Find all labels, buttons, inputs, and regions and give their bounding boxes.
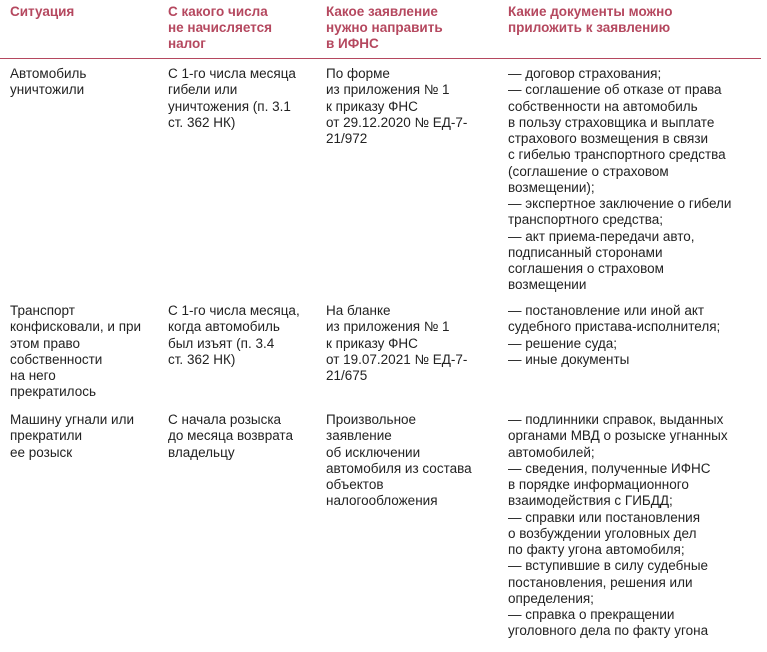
header-line: налог [168, 36, 206, 51]
cell-line: с гибелью транспортного средства [508, 147, 726, 163]
row1-situation [10, 66, 86, 99]
cell-line: — иные документы [508, 351, 630, 367]
cell-line: Машину угнали или [10, 412, 134, 427]
cell-line: По форме [326, 66, 390, 81]
cell-line: подписанный сторонами [508, 244, 663, 260]
cell-line: — постановление или иной акт [508, 303, 705, 318]
cell-line: Произвольное [326, 412, 417, 427]
cell-line: на него [10, 368, 56, 383]
cell-line: об исключении [326, 444, 421, 460]
cell-line: уничтожили [10, 82, 85, 98]
cell-line: страхового возмещения в связи [508, 131, 709, 146]
cell-line: уничтожения (п. 3.1 [168, 98, 291, 114]
cell-line: заявление [326, 428, 392, 444]
cell-line: о возбуждении уголовных дел [508, 525, 697, 541]
header-date [168, 4, 272, 52]
cell-line: из приложения № 1 [326, 82, 450, 98]
cell-line: к приказу ФНС [326, 98, 418, 114]
cell-line: конфисковали, и при [10, 319, 142, 335]
cell-line: объектов [326, 477, 384, 492]
cell-line: транспортного средства; [508, 212, 664, 228]
cell-line: был изъят (п. 3.4 [168, 335, 275, 351]
row2-documents [508, 303, 720, 368]
cell-line: возмещении); [508, 179, 595, 195]
cell-line: автомобиля из состава [326, 460, 472, 476]
row3-documents [508, 412, 728, 640]
cell-line: На бланке [326, 303, 391, 318]
row3-situation [10, 412, 134, 461]
cell-line: — сведения, полученные ИФНС [508, 460, 711, 476]
header-line: Какое заявление [326, 4, 438, 19]
cell-line: по факту угона автомобиля; [508, 542, 685, 557]
header-application [326, 4, 443, 52]
cell-line: соглашения о страховом [508, 261, 664, 276]
row3-application [326, 412, 472, 510]
cell-line: С 1-го числа месяца, [168, 303, 300, 318]
cell-line: С начала розыска [168, 412, 282, 427]
cell-line: органами МВД о розыске угнанных [508, 428, 728, 444]
cell-line: ст. 362 НК) [168, 114, 236, 130]
cell-line: собственности [10, 351, 103, 367]
cell-line: — справки или постановления [508, 509, 701, 525]
cell-line: — справка о прекращении [508, 607, 675, 622]
header-documents [508, 4, 673, 36]
cell-line: этом право [10, 335, 81, 351]
header-line: не начисляется [168, 20, 272, 35]
cell-line: автомобилей; [508, 444, 595, 460]
cell-line: — договор страхования; [508, 66, 662, 81]
cell-line: возмещении [508, 277, 587, 293]
cell-line: Транспорт [10, 303, 75, 318]
cell-line: в порядке информационного [508, 477, 689, 492]
cell-line: до месяца возврата [168, 428, 293, 444]
header-situation [10, 4, 74, 20]
cell-line: Автомобиль [10, 66, 87, 81]
row2-date [168, 303, 300, 368]
header-line: Ситуация [10, 4, 75, 19]
cell-line: гибели или [168, 82, 238, 98]
row2-situation [10, 303, 141, 401]
header-line: в ИФНС [326, 36, 379, 51]
cell-line: от 19.07.2021 № ЕД-7- [326, 351, 468, 367]
cell-line: С 1-го числа месяца [168, 66, 296, 81]
cell-line: — акт приема-передачи авто, [508, 228, 695, 244]
cell-line: 21/675 [326, 368, 368, 383]
row1-date [168, 66, 296, 131]
cell-line: из приложения № 1 [326, 319, 450, 335]
cell-line: к приказу ФНС [326, 335, 418, 351]
cell-line: определения; [508, 590, 594, 606]
cell-line: — экспертное заключение о гибели [508, 196, 732, 211]
cell-line: владельцу [168, 444, 235, 460]
cell-line: — вступившие в силу судебные [508, 558, 709, 574]
header-line: С какого числа [168, 4, 268, 19]
cell-line: 21/972 [326, 131, 368, 146]
cell-line: ее розыск [10, 444, 73, 460]
cell-line: в пользу страховщика и выплате [508, 114, 715, 130]
cell-line: взаимодействия с ГИБДД; [508, 493, 673, 509]
cell-line: налогообложения [326, 493, 438, 509]
cell-line: когда автомобиль [168, 319, 280, 335]
cell-line: судебного пристава-исполнителя; [508, 319, 721, 335]
row2-application [326, 303, 467, 384]
cell-line: (соглашение о страховом [508, 163, 669, 179]
cell-line: — решение суда; [508, 335, 618, 351]
header-line: Какие документы можно [508, 4, 673, 19]
cell-line: — соглашение об отказе от права [508, 82, 722, 98]
cell-line: прекратилось [10, 384, 96, 400]
header-line: приложить к заявлению [508, 20, 671, 35]
header-divider [0, 58, 761, 59]
row3-date [168, 412, 293, 461]
header-line: нужно направить [326, 20, 443, 35]
cell-line: уголовного дела по факту угона [508, 623, 709, 639]
cell-line: собственности на автомобиль [508, 98, 698, 114]
cell-line: от 29.12.2020 № ЕД-7- [326, 114, 468, 130]
cell-line: ст. 362 НК) [168, 351, 236, 367]
cell-line: прекратили [10, 428, 83, 444]
cell-line: постановления, решения или [508, 574, 693, 590]
cell-line: — подлинники справок, выданных [508, 412, 724, 427]
row1-application [326, 66, 467, 147]
row1-documents [508, 66, 731, 294]
